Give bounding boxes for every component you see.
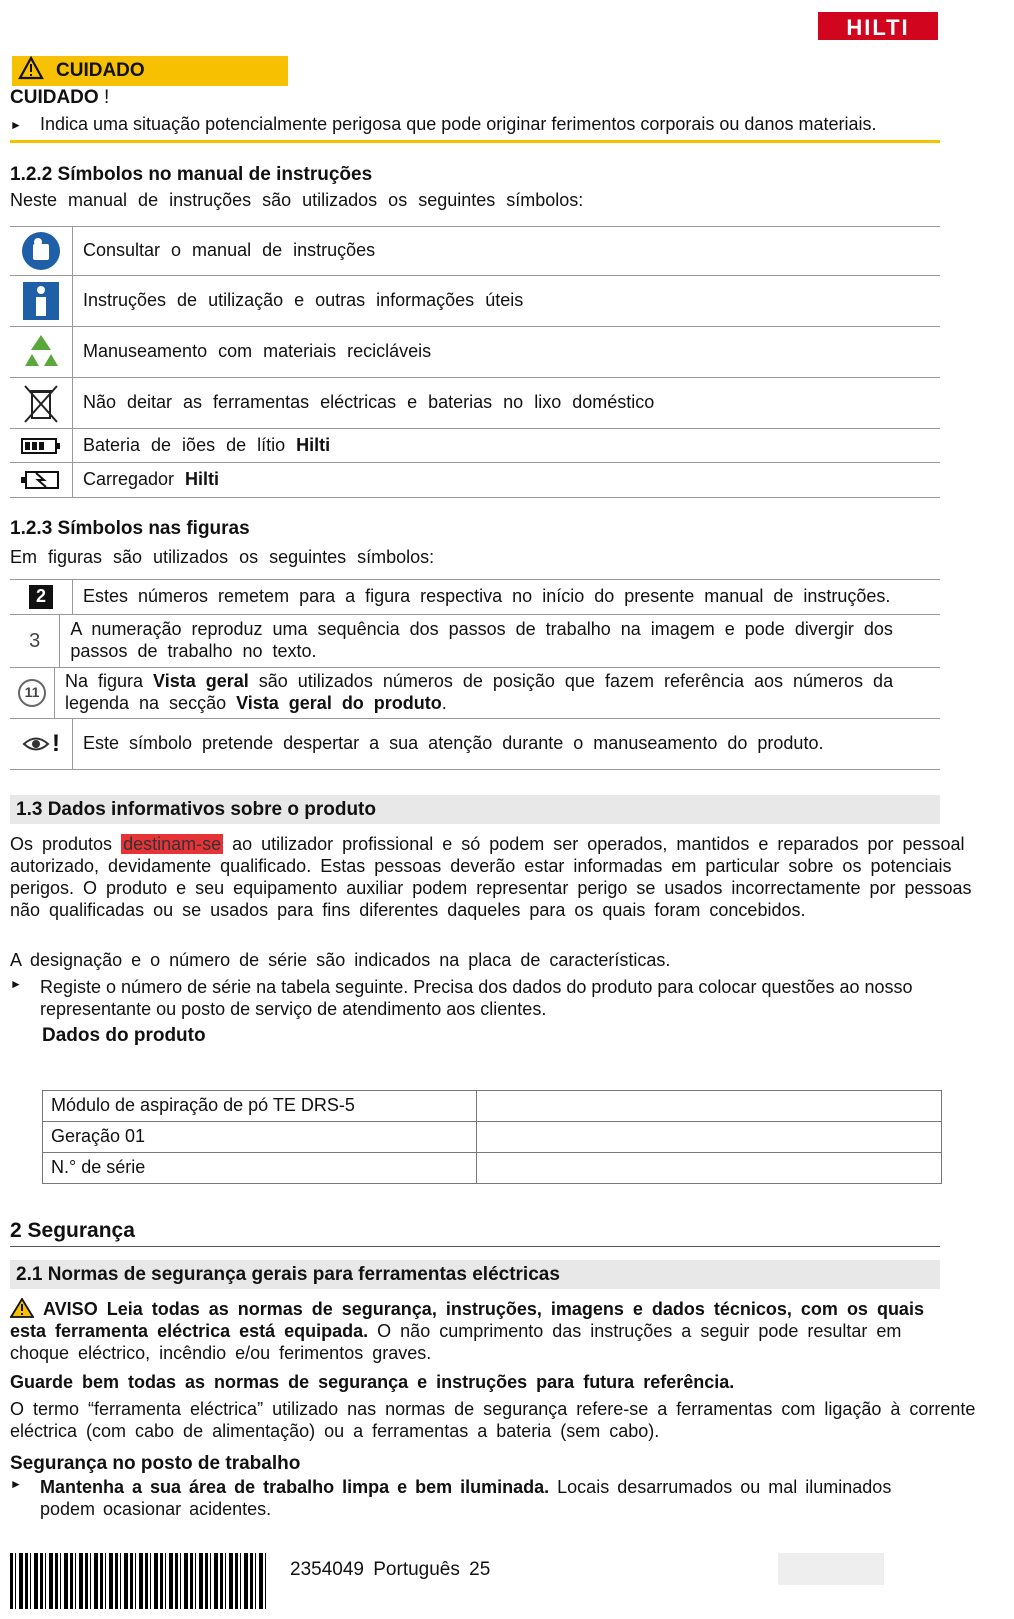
hilti-logo: HILTI <box>818 12 938 40</box>
caution-banner-label: CUIDADO <box>56 60 145 82</box>
p1-text-b: ao utilizador profissional e só podem ser operados, mantidos e reparados por pessoal autorizado, devidamente qualificado. Estas pessoas deverão estar informadas em particular sobre os potenciais perigos. O produto e seu equipamento auxiliar podem representar perigo se usados incorrectamente por pessoas não qualificadas ou se usados para fins diferentes daqueles para os quais foram concebidos. <box>10 834 972 920</box>
position-number-icon <box>10 668 55 718</box>
battery-icon <box>10 429 73 462</box>
step-number-icon <box>10 615 60 667</box>
caution-divider <box>10 140 940 143</box>
section-1-2-2-intro: Neste manual de instruções são utilizados os seguintes símbolos: <box>10 190 584 210</box>
keep-instructions-text: Guarde bem todas as normas de segurança e instruções para futura referência. <box>10 1372 735 1392</box>
highlighted-word: destinam-se <box>123 834 222 854</box>
figure-text-a: Na figura <box>64 671 154 692</box>
symbols-table <box>10 226 940 498</box>
section-2-1-title: 2.1 Normas de segurança gerais para ferramentas eléctricas <box>10 1260 940 1289</box>
charger-icon <box>10 463 73 497</box>
product-label-cell: N.° de série <box>43 1153 477 1184</box>
no-trash-icon <box>10 378 73 428</box>
footer-code: 2354049 <box>290 1559 364 1580</box>
symbol-text-bold: Hilti <box>296 434 331 455</box>
figure-number-symbol: 2 <box>29 585 53 609</box>
symbol-text: Não deitar as ferramentas eléctricas e baterias no lixo doméstico <box>83 392 655 413</box>
symbol-text-plain: Carregador <box>83 469 186 490</box>
table-row <box>43 1153 942 1184</box>
section-1-3-title: 1.3 Dados informativos sobre o produto <box>10 795 940 824</box>
figure-row-position-number <box>10 668 940 719</box>
figure-row-text: Estes números remetem para a figura respectiva no início do presente manual de instruções. <box>83 586 891 607</box>
figure-text-b: são utilizados números de posição que fazem referência aos números da legenda na secção <box>64 671 894 713</box>
figure-text-bold-a: Vista geral <box>153 671 249 692</box>
warning-triangle-icon <box>10 1299 34 1319</box>
term-paragraph: O termo “ferramenta eléctrica” utilizado nas normas de segurança refere-se a ferramentas com ligação à corrente eléctrica (com cabo de alimentação) ou a ferramentas a bateria (sem cabo). <box>10 1399 976 1441</box>
section-1-3-bullet <box>10 977 940 1021</box>
step-number-symbol: 3 <box>29 629 41 652</box>
manual-icon <box>10 227 73 275</box>
figure-row-step-number <box>10 615 940 668</box>
caution-heading-suffix: ! <box>98 87 110 108</box>
symbol-row-recycle <box>10 327 940 378</box>
figure-text-bold-b: Vista geral do produto <box>236 693 442 713</box>
workplace-safety-title: Segurança no posto de trabalho <box>10 1453 301 1474</box>
footer-info <box>290 1558 490 1581</box>
symbol-text <box>73 433 340 459</box>
caution-heading-text: CUIDADO <box>10 87 99 108</box>
figure-row-text: A numeração reproduz uma sequência dos passos de trabalho na imagem e pode divergir dos passos de trabalho no texto. <box>70 619 893 661</box>
table-row <box>43 1091 942 1122</box>
symbol-text <box>73 467 229 493</box>
warning-paragraph <box>10 1298 950 1365</box>
figure-number-icon <box>10 580 73 614</box>
workplace-bullet <box>10 1477 940 1521</box>
table-row <box>43 1122 942 1153</box>
section-1-2-3-intro: Em figuras são utilizados os seguintes símbolos: <box>10 547 435 567</box>
figure-row-text <box>55 669 940 717</box>
warning-triangle-icon <box>18 56 44 86</box>
figure-text-c: . <box>441 693 447 713</box>
caution-banner <box>12 56 288 86</box>
bullet-arrow-icon: ► <box>10 117 22 132</box>
symbol-row-manual <box>10 227 940 276</box>
symbol-text-plain: Bateria de iões de lítio <box>83 434 297 455</box>
workplace-rest: Locais desarrumados ou mal iluminados podem ocasionar acidentes. <box>40 1477 892 1519</box>
warning-bold-text: AVISO Leia todas as normas de segurança, instruções, imagens e dados técnicos, com os quais esta ferramenta eléctrica está equipada. <box>10 1299 924 1341</box>
bullet-arrow-icon: ► <box>10 977 22 991</box>
figure-row-figure-number <box>10 580 940 615</box>
product-data-title: Dados do produto <box>42 1025 206 1046</box>
symbol-row-info <box>10 276 940 327</box>
product-value-cell[interactable] <box>477 1091 942 1122</box>
symbol-text: Manuseamento com materiais recicláveis <box>83 341 432 362</box>
product-data-table <box>42 1090 942 1184</box>
symbol-row-charger <box>10 463 940 498</box>
position-number-symbol: 11 <box>18 679 46 707</box>
symbol-text: Instruções de utilização e outras informações úteis <box>83 290 524 311</box>
section-1-2-2-title: 1.2.2 Símbolos no manual de instruções <box>10 164 373 185</box>
section-1-2-3-title: 1.2.3 Símbolos nas figuras <box>10 518 250 539</box>
caution-text: Indica uma situação potencialmente perigosa que pode originar ferimentos corporais ou danos materiais. <box>40 114 877 134</box>
recycle-icon <box>10 327 73 377</box>
section-2-title: 2 Segurança <box>10 1218 940 1247</box>
product-label-cell: Módulo de aspiração de pó TE DRS-5 <box>43 1091 477 1122</box>
footer-gray-box <box>778 1553 884 1585</box>
symbol-text: Consultar o manual de instruções <box>83 240 376 261</box>
warning-rest-text: O não cumprimento das instruções a seguir pode resultar em choque eléctrico, incêndio e/ou ferimentos graves. <box>10 1320 902 1363</box>
caution-heading <box>10 86 109 109</box>
section-1-3-paragraph-1 <box>10 834 1000 922</box>
attention-symbol: ! <box>52 730 60 758</box>
figure-row-text: Este símbolo pretende despertar a sua atenção durante o manuseamento do produto. <box>83 733 824 754</box>
workplace-bold: Mantenha a sua área de trabalho limpa e bem iluminada. <box>40 1477 550 1497</box>
section-1-3-paragraph-2: A designação e o número de série são indicados na placa de características. <box>10 950 671 970</box>
info-icon <box>10 276 73 326</box>
p1-text-a: Os produtos <box>10 834 122 854</box>
barcode-image <box>10 1553 266 1609</box>
figure-row-attention <box>10 719 940 770</box>
section-1-3-bullet-text: Registe o número de série na tabela seguinte. Precisa dos dados do produto para colocar questões ao nosso representante ou posto de serviço de atendimento aos clientes. <box>40 977 913 1019</box>
figure-symbols-table <box>10 579 940 770</box>
symbol-row-battery <box>10 429 940 463</box>
workplace-bullet-text <box>40 1477 940 1521</box>
product-value-cell[interactable] <box>477 1153 942 1184</box>
footer-language: Português <box>373 1559 460 1580</box>
product-value-cell[interactable] <box>477 1122 942 1153</box>
page-number: 25 <box>469 1559 491 1580</box>
symbol-text-bold: Hilti <box>185 469 220 490</box>
bullet-arrow-icon: ► <box>10 1477 22 1491</box>
eye-attention-icon <box>10 719 73 769</box>
symbol-row-no-trash <box>10 378 940 429</box>
caution-bullet <box>10 114 876 136</box>
product-label-cell: Geração 01 <box>43 1122 477 1153</box>
keep-instructions <box>10 1372 1005 1394</box>
